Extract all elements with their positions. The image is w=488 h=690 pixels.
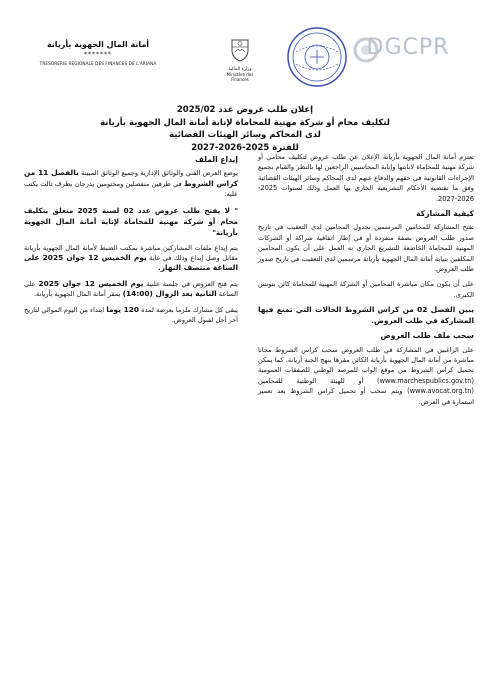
validity-text-2: ابتداء من اليوم الموالي لتاريخ آخر أجل لقبول العروض.	[24, 305, 238, 325]
deposit-text-1: يوضع العرض الفني والوثائق الإدارية وجميع الوثائق المبينة	[81, 169, 238, 178]
opening-text-1: يتم فتح العروض في جلسة علنية	[146, 279, 238, 288]
issuer-stars: *******	[84, 51, 112, 58]
opening-date: يوم الخميس 12 جوان 2025	[38, 278, 144, 288]
submission-text: يتم إيداع ملفات المشاركين مباشرة بمكتب الضبط لأمانة المال الجهوية بأريانة مقابل وصل إيداع وذلك في غاية	[24, 243, 238, 263]
participation-paragraph: تفتح المشاركة للمحامين المرسمين بجدول المحامين لدى التعقيب في تاريخ صدور طلب العروض بصفة منفردة أو في إطار اتفاقية شراكة أو الشركات المهنية للمحاماة الخاضعة للتشريع الجاري به العمل على أن يكون المحامين المكلفين بنيابة أمانة المال الجهوية بأريانة مرسمين لدى التعقيب في تاريخ صدور طلب العروض.	[258, 223, 474, 274]
deposit-paragraph	[24, 168, 238, 199]
validity-text-1: يبقى كل مشارك ملزما بعرضه لمدة	[141, 305, 238, 314]
withdraw-heading: سحب ملف طلب العروض	[380, 331, 474, 341]
marchespublics-url: (www.marchespublics.gov.tn)	[377, 376, 474, 385]
opening-paragraph	[24, 279, 238, 300]
withdraw-paragraph	[258, 345, 474, 407]
issuer-header	[8, 40, 188, 66]
withdraw-text-1: على الراغبين في المشاركة في طلب العروض سحب كراس الشروط مجانا مباشرة من أمانة المال الجهوية بأريانة الكائن مقرها بنهج الجنة أريانة. كما يمكن تحميل كراس الشروط من موقع الواب للمرصد الوطني للصفقات العمومية	[258, 345, 474, 375]
title-line-2: لتكليف محام أو شركة مهنية للمحاماة لإنابة أمانة المال الجهوية بأريانة	[100, 117, 390, 128]
left-column	[24, 152, 238, 330]
deposit-bold: بالفصل 11 من كراس الشروط	[24, 168, 238, 188]
ministry-name-ar: وزارة المالية	[228, 67, 252, 72]
issuer-name-fr: TRESORERIE REGIONALE DES FINANCES DE L'ARIANA	[39, 61, 157, 66]
intro-paragraph: تعتزم أمانة المال الجهوية بأريانة الإعلان عن طلب عروض لتكليف محامي أو شركة مهنية للمحاماة لانابتها وإنابة المحاسبين الراجعين لها بالنظر والقيام بجميع الإجراءات القانونية في حقهم والدفاع عنهم لدى المحاكم وسائر الهيئات القضائية وفق ما تقتضيه الأحكام التشريعية الجاري بها العمل وذلك لسنوات 2025-2026-2027.	[258, 153, 474, 203]
official-stamp-icon	[286, 26, 348, 88]
submission-deadline: يوم الخميس 12 جوان 2025 على الساعة منتصف النهار.	[24, 253, 238, 273]
participation-heading: كيفية المشاركة	[416, 209, 474, 219]
dgcpr-logo-text: DGCPR	[366, 35, 450, 60]
validity-days: 120 يوما	[106, 304, 139, 314]
title-line-4: للفترة 2025-2026-2027	[191, 142, 299, 153]
opening-text-2: على الساعة	[24, 279, 238, 299]
right-column	[258, 152, 474, 412]
validity-paragraph	[24, 305, 238, 326]
withdraw-text-3: ويتم سحب أو تحميل كراس الشروط بعد تعمير استمارة في العرض.	[258, 387, 474, 406]
title-line-1: إعلان طلب عروض عدد 2025/02	[176, 105, 314, 115]
envelope-quote: " لا يفتح طلب عروض عدد 02 لسنة 2025 متعلق بتكليف محام أو شركة مهنية للمحاماة لإنابة أمانة المال الجهوية بأريانة"	[24, 205, 238, 237]
coat-of-arms-icon	[229, 38, 251, 62]
issuer-name-ar: أمانة المال الجهوية بأريانة	[46, 40, 150, 49]
exclusion-paragraph: يبين الفصل 02 من كراس الشروط الحالات التي تمنع فيها المشاركة في طلب العروض.	[258, 305, 474, 325]
announcement-title	[70, 104, 420, 154]
submission-paragraph	[24, 243, 238, 274]
avocat-url: (www.avocat.org.tn)	[407, 387, 474, 396]
ministry-name-fr: Ministère des Finances	[226, 72, 254, 82]
office-location-paragraph: على أن يكون مكان مباشرة المحامين أو الشركة المهنية للمحاماة كائن بتونس الكبرى.	[258, 280, 474, 299]
title-line-3: لدى المحاكم وسائر الهيئات القضائية	[169, 130, 321, 140]
deposit-text-2: في ظرفين منفصلين ومختومين يدرجان بظرف ثالث يكتب عليه:	[24, 179, 238, 199]
opening-time: الثانية بعد الزوال (14:00)	[122, 289, 217, 299]
deposit-heading: إيداع الملف	[195, 155, 238, 164]
opening-text-3: بمقر أمانة المال الجهوية بأريانة.	[34, 290, 121, 299]
withdraw-text-2: أو للهيئة الوطنية للمحامين	[258, 376, 364, 385]
ministry-emblem	[220, 38, 260, 82]
